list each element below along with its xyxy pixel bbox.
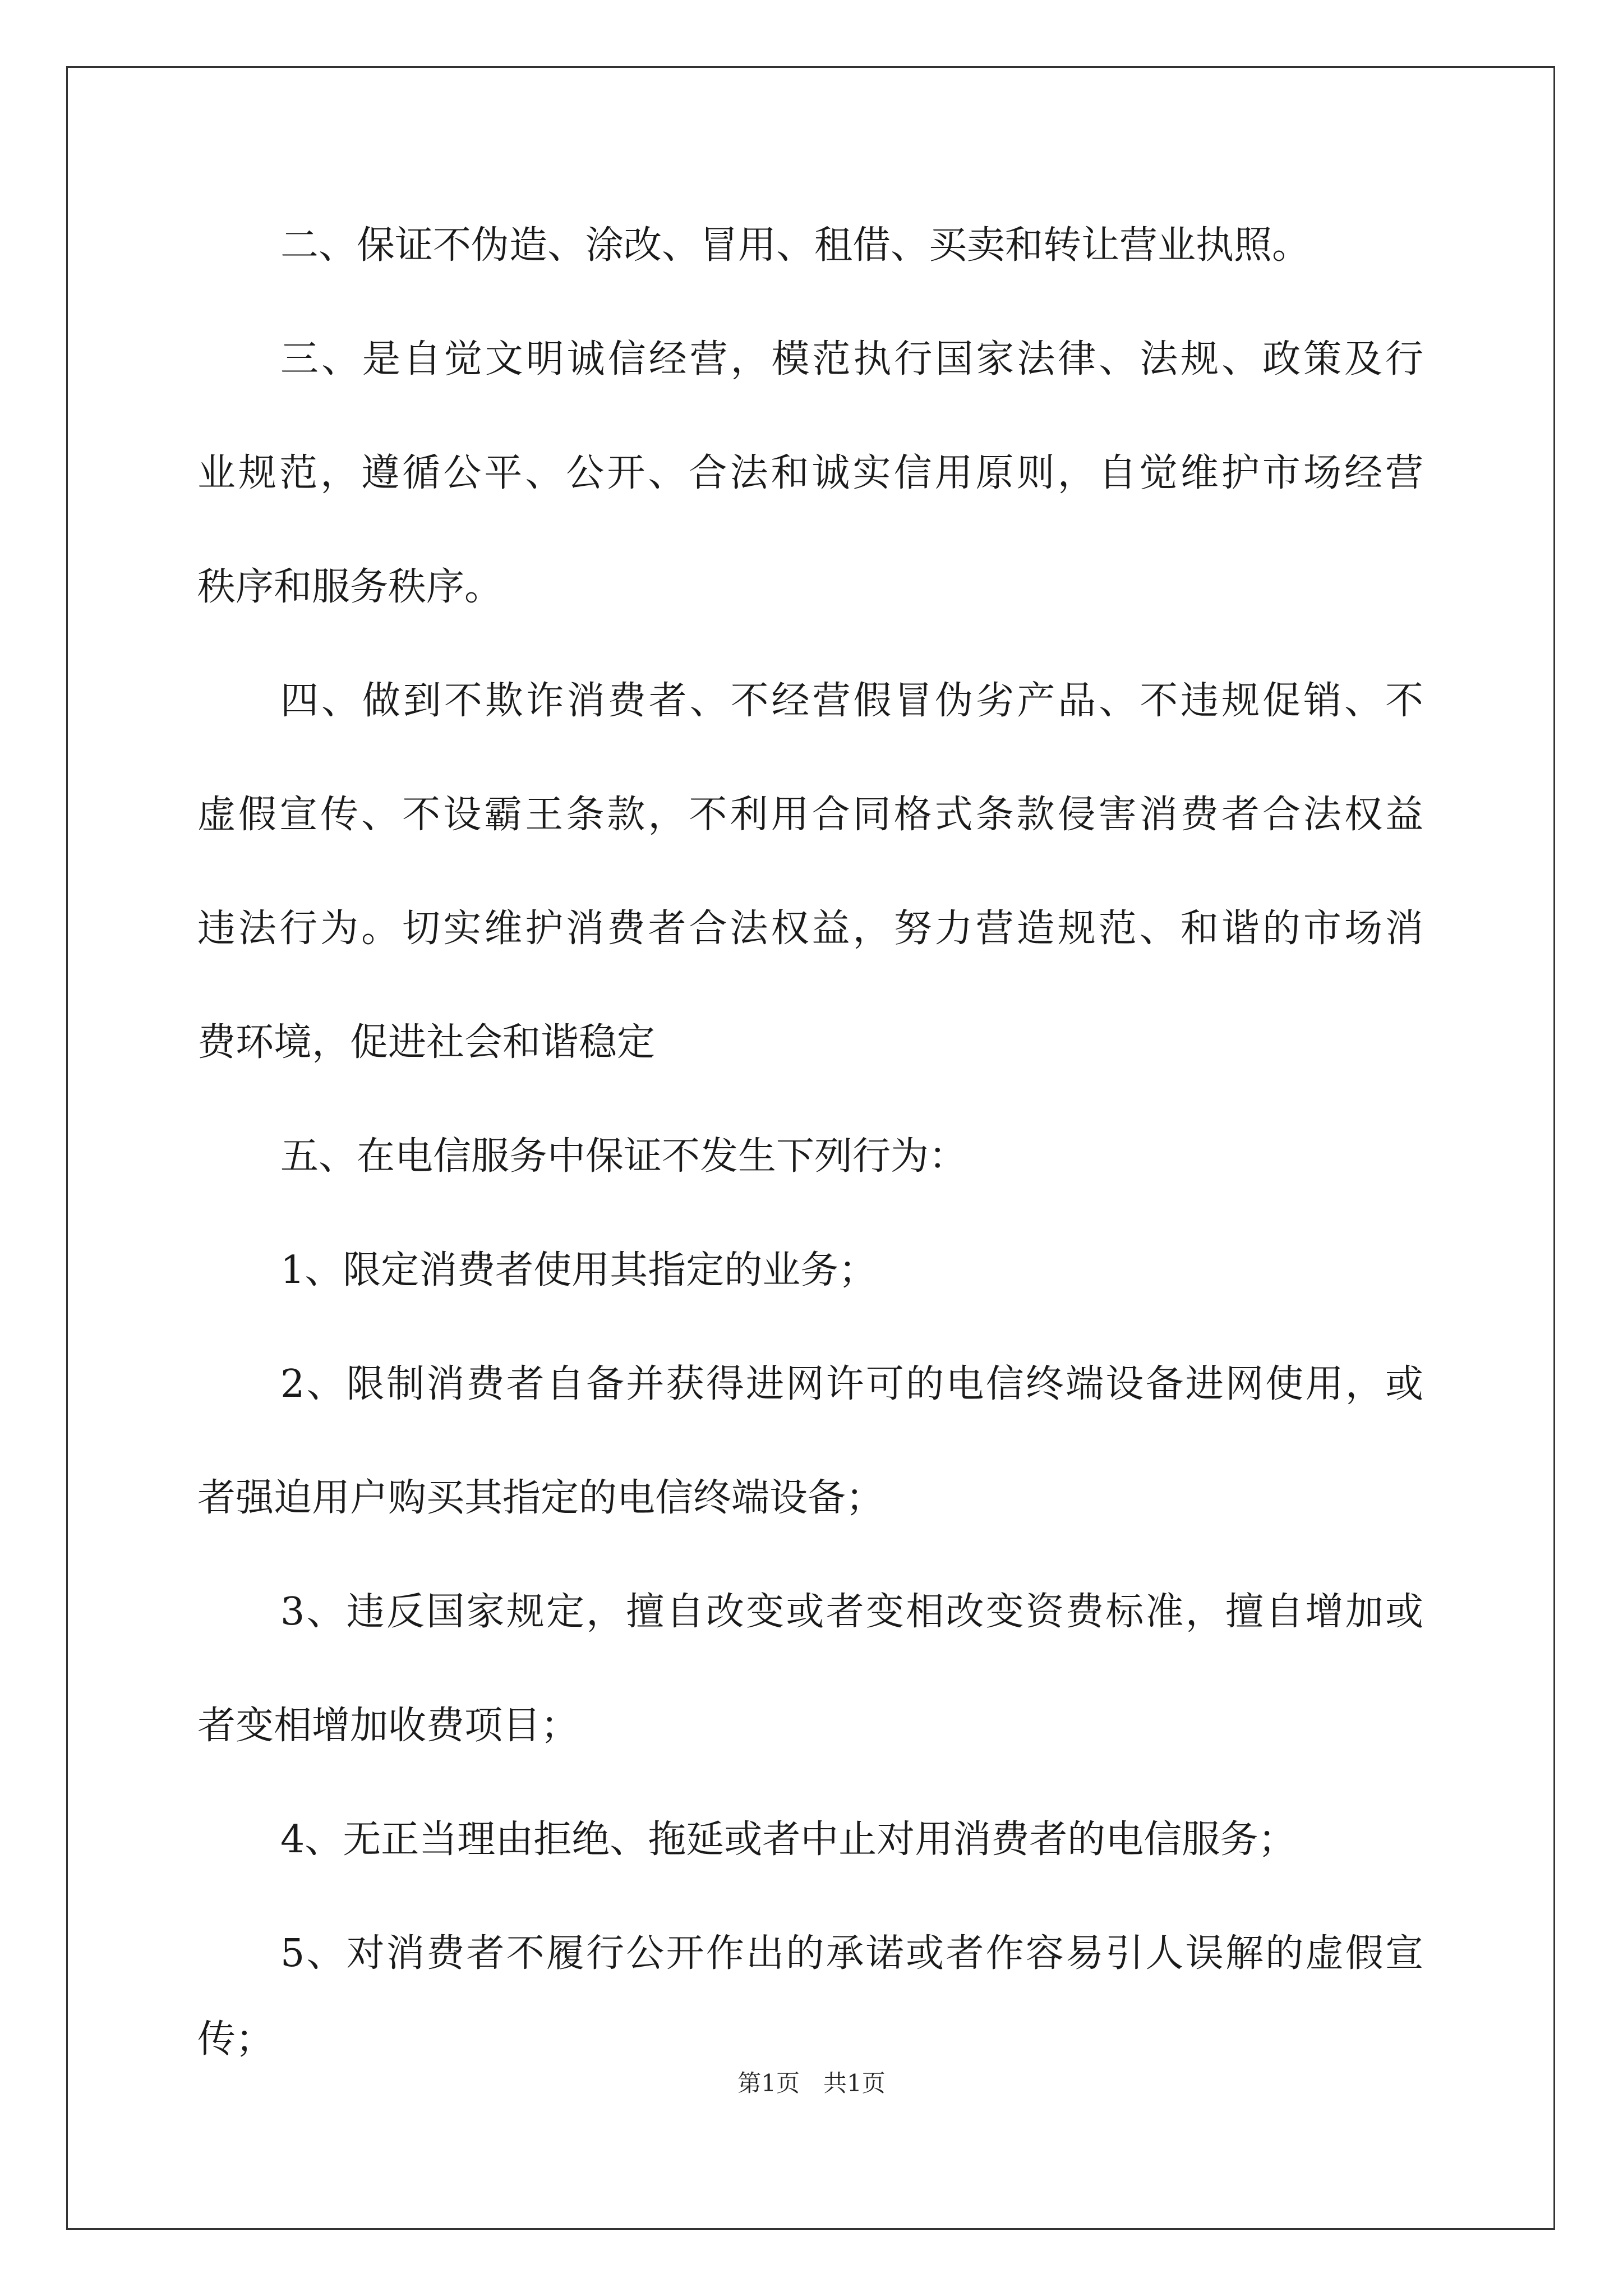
paragraph-line: 1、限定消费者使用其指定的业务； <box>280 1248 877 1292</box>
paragraph-line: 四、做到不欺诈消费者、不经营假冒伪劣产品、不违规促销、不 <box>280 679 1423 723</box>
paragraph-line: 传； <box>197 2017 274 2062</box>
paragraph-line: 2、限制消费者自备并获得进网许可的电信终端设备进网使用，或 <box>280 1362 1423 1406</box>
paragraph-line: 二、保证不伪造、涂改、冒用、租借、买卖和转让营业执照。 <box>280 223 1311 268</box>
paragraph-line: 违法行为。切实维护消费者合法权益，努力营造规范、和谐的市场消 <box>197 907 1423 951</box>
page-footer: 第1页 共1页 <box>737 2069 886 2097</box>
paragraph-line: 者强迫用户购买其指定的电信终端设备； <box>197 1476 884 1520</box>
paragraph-line: 4、无正当理由拒绝、拖延或者中止对用消费者的电信服务； <box>280 1818 1297 1862</box>
paragraph-line: 虚假宣传、不设霸王条款，不利用合同格式条款侵害消费者合法权益 <box>197 793 1423 837</box>
paragraph-line: 三、是自觉文明诚信经营，模范执行国家法律、法规、政策及行 <box>280 337 1423 381</box>
paragraph-line: 者变相增加收费项目； <box>197 1704 579 1748</box>
paragraph-line: 3、违反国家规定，擅自改变或者变相改变资费标准，擅自增加或 <box>280 1590 1423 1634</box>
paragraph-line: 5、对消费者不履行公开作出的承诺或者作容易引人误解的虚假宣 <box>280 1931 1423 1976</box>
paragraph-line: 业规范，遵循公平、公开、合法和诚实信用原则，自觉维护市场经营 <box>197 451 1423 495</box>
paragraph-line: 费环境，促进社会和谐稳定 <box>197 1020 656 1065</box>
paragraph-line: 秩序和服务秩序。 <box>197 565 503 609</box>
paragraph-line: 五、在电信服务中保证不发生下列行为： <box>280 1134 967 1179</box>
